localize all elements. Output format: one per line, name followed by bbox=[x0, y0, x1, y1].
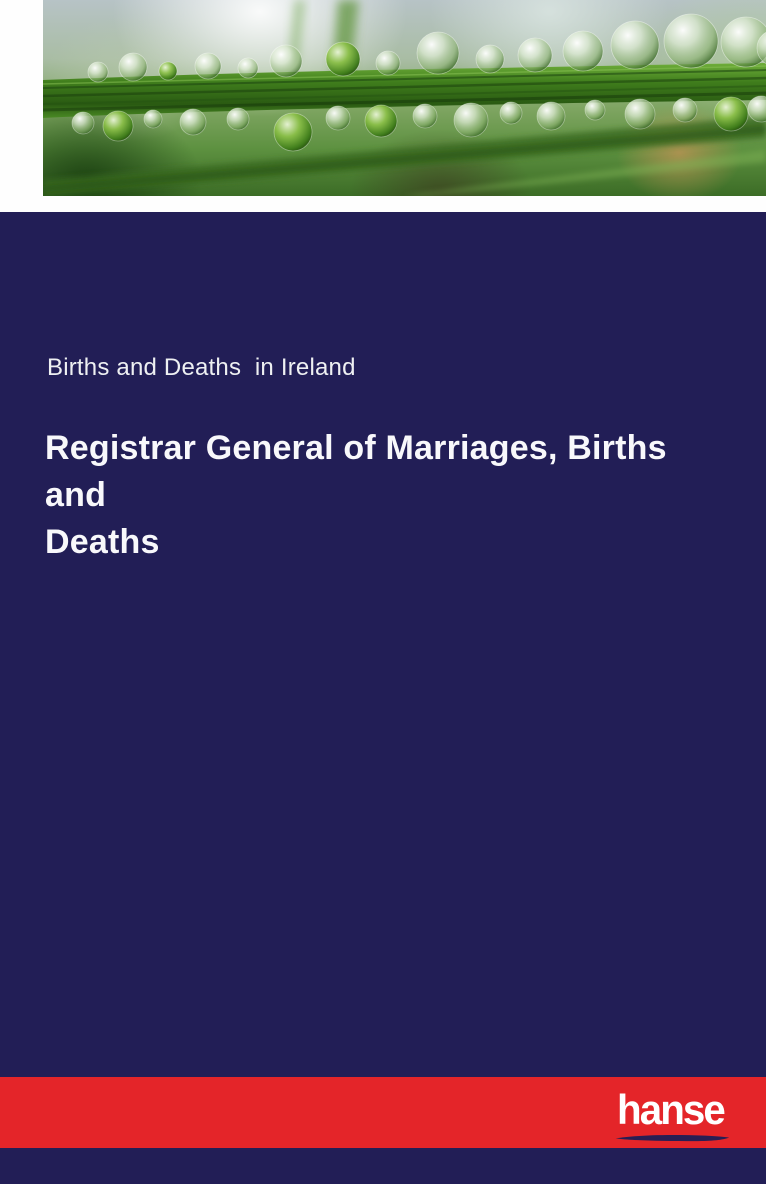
hanse-swoosh-icon bbox=[614, 1132, 730, 1143]
book-title-line1: Registrar General of Marriages, Births and bbox=[45, 429, 667, 514]
hanse-logo bbox=[617, 1087, 723, 1139]
cover-body bbox=[0, 212, 766, 1184]
dew-drops-graphic bbox=[43, 0, 766, 196]
hanse-logo-text: hanse bbox=[617, 1086, 724, 1133]
author-line: Births and Deaths in Ireland bbox=[47, 354, 356, 381]
book-title bbox=[45, 425, 735, 566]
publisher-band bbox=[0, 1077, 766, 1148]
cover-photo bbox=[43, 0, 766, 196]
book-title-line2: Deaths bbox=[45, 523, 160, 561]
